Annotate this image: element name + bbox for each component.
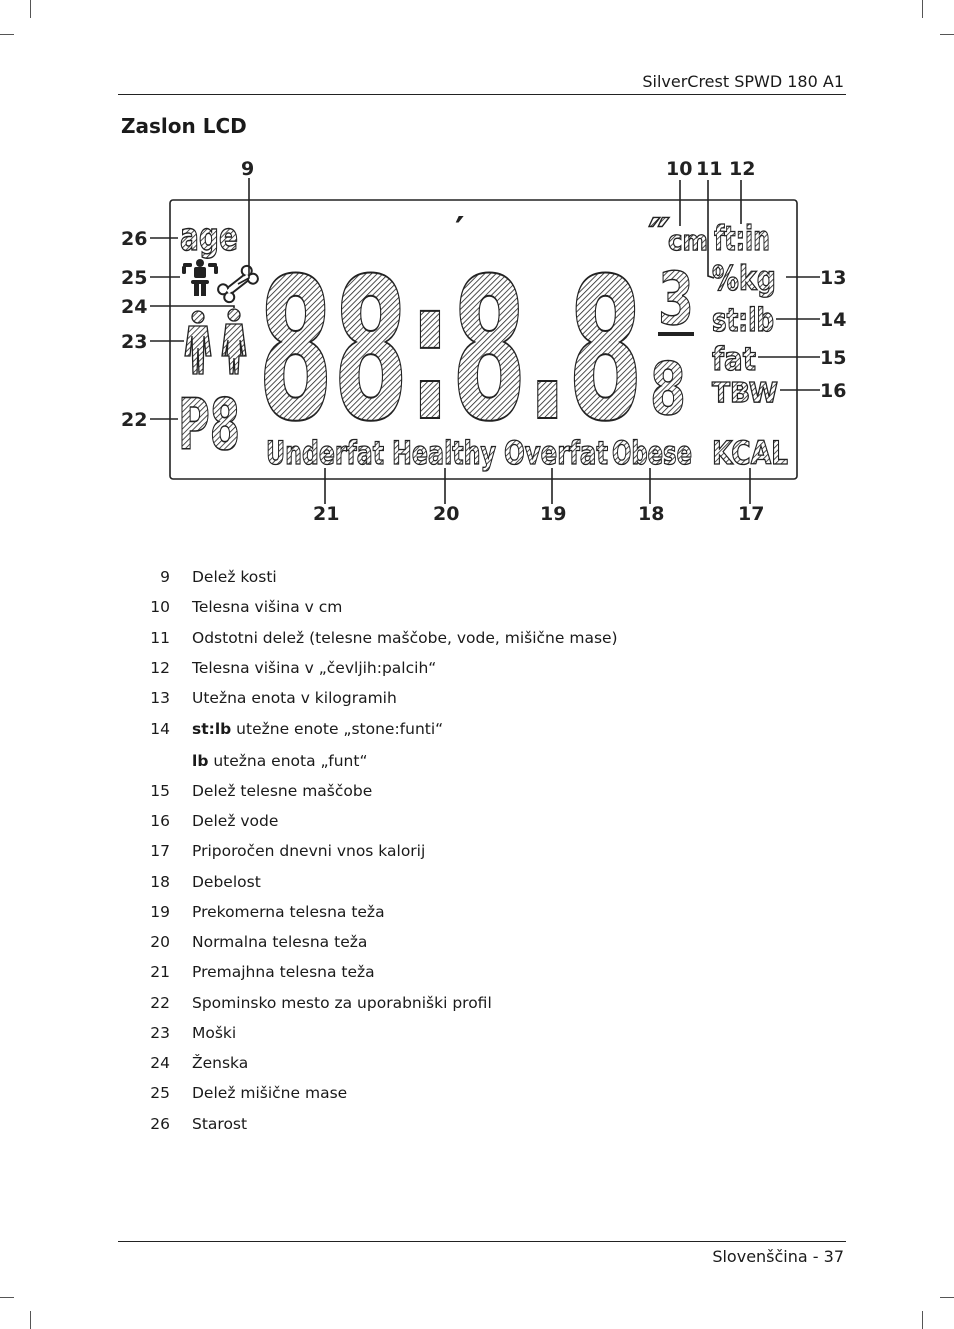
kcal-segment: KCAL (712, 434, 788, 472)
crop-mark (940, 1297, 954, 1298)
legend-text: Delež telesne maščobe (192, 782, 373, 800)
callout-22: 22 (121, 409, 148, 431)
header-rule (118, 94, 846, 95)
legend-number: 10 (150, 598, 170, 616)
obese-segment: Obese (612, 434, 692, 472)
page-footer: Slovenščina - 37 (712, 1247, 844, 1266)
legend-text: Debelost (192, 873, 261, 891)
cm-segment: cm (668, 224, 708, 257)
footer-rule (118, 1241, 846, 1242)
legend-number: 17 (150, 842, 170, 860)
legend-number: 12 (150, 659, 170, 677)
legend-text: Delež vode (192, 812, 279, 830)
callout-12: 12 (729, 158, 756, 180)
callout-18: 18 (638, 503, 665, 525)
lcd-diagram (110, 150, 850, 530)
crop-mark (0, 34, 14, 35)
callout-20: 20 (433, 503, 460, 525)
tbw-segment: TBW (712, 376, 779, 409)
legend-number: 20 (150, 933, 170, 951)
legend-bold-term: st:lb (192, 720, 232, 738)
legend-text: Delež kosti (192, 568, 277, 586)
crop-mark (922, 1311, 923, 1329)
legend-number: 25 (150, 1084, 170, 1102)
callout-10: 10 (666, 158, 693, 180)
callout-11: 11 (696, 158, 723, 180)
section-title: Zaslon LCD (121, 114, 247, 138)
legend-number: 14 (150, 720, 170, 738)
legend-number: 18 (150, 873, 170, 891)
inch-mark: ″ (648, 208, 671, 266)
legend-text (192, 752, 368, 770)
callout-15: 15 (820, 347, 847, 369)
ftin-segment: ft:in (714, 219, 770, 259)
legend-number: 24 (150, 1054, 170, 1072)
callout-26: 26 (121, 228, 148, 250)
healthy-segment: Healthy (392, 434, 497, 472)
small-digit-bottom: 8 (650, 347, 686, 431)
crop-mark (940, 34, 954, 35)
legend-number: 16 (150, 812, 170, 830)
legend-text: Prekomerna telesna teža (192, 903, 385, 921)
callout-23: 23 (121, 331, 148, 353)
callout-14: 14 (820, 309, 847, 331)
callout-13: 13 (820, 267, 847, 289)
legend-text: Spominsko mesto za uporabniški profil (192, 994, 492, 1012)
overfat-segment: Overfat (504, 434, 608, 472)
legend-number: 11 (150, 629, 170, 647)
legend-number: 21 (150, 963, 170, 981)
legend-number: 13 (150, 689, 170, 707)
crop-mark (30, 0, 31, 18)
crop-mark (922, 0, 923, 18)
legend-text: Delež mišične mase (192, 1084, 348, 1102)
legend-number: 9 (160, 568, 170, 586)
legend-number: 23 (150, 1024, 170, 1042)
callout-16: 16 (820, 380, 847, 402)
legend-text: Ženska (192, 1054, 249, 1072)
callout-19: 19 (540, 503, 567, 525)
main-digits: 88:8.8 (258, 237, 643, 465)
pctkg-segment: %kg (712, 259, 776, 299)
legend-text: Premajhna telesna teža (192, 963, 375, 981)
legend-number: 22 (150, 994, 170, 1012)
legend-text (192, 720, 443, 738)
legend-text: Starost (192, 1115, 248, 1133)
legend-text: Normalna telesna teža (192, 933, 368, 951)
legend-text-rest: utežne enote „stone:funti“ (231, 720, 444, 738)
legend-text: Telesna višina v „čevljih:palcih“ (192, 659, 437, 677)
stlb-segment: st:lb (712, 301, 774, 339)
callout-21: 21 (313, 503, 340, 525)
legend-number: 26 (150, 1115, 170, 1133)
legend-text-rest: utežna enota „funt“ (208, 752, 368, 770)
digit-prime-mark: ′ (455, 210, 465, 251)
running-header: SilverCrest SPWD 180 A1 (642, 72, 844, 91)
crop-mark (30, 1311, 31, 1329)
small-digit-top: 3 (658, 257, 694, 341)
legend-text: Moški (192, 1024, 237, 1042)
callout-17: 17 (738, 503, 765, 525)
legend-text: Odstotni delež (telesne maščobe, vode, mišične mase) (192, 629, 618, 647)
legend-number: 19 (150, 903, 170, 921)
callout-25: 25 (121, 267, 148, 289)
legend-number: 15 (150, 782, 170, 800)
legend-text: Telesna višina v cm (192, 598, 343, 616)
callout-9: 9 (241, 158, 255, 180)
fat-segment: fat (712, 340, 756, 378)
age-segment: age (180, 215, 238, 259)
user-profile-segment: P8 (178, 384, 240, 466)
legend-text: Priporočen dnevni vnos kalorij (192, 842, 426, 860)
legend-bold-term: lb (192, 752, 209, 770)
crop-mark (0, 1297, 14, 1298)
underfat-segment: Underfat (266, 434, 384, 472)
legend-text: Utežna enota v kilogramih (192, 689, 397, 707)
callout-24: 24 (121, 296, 148, 318)
